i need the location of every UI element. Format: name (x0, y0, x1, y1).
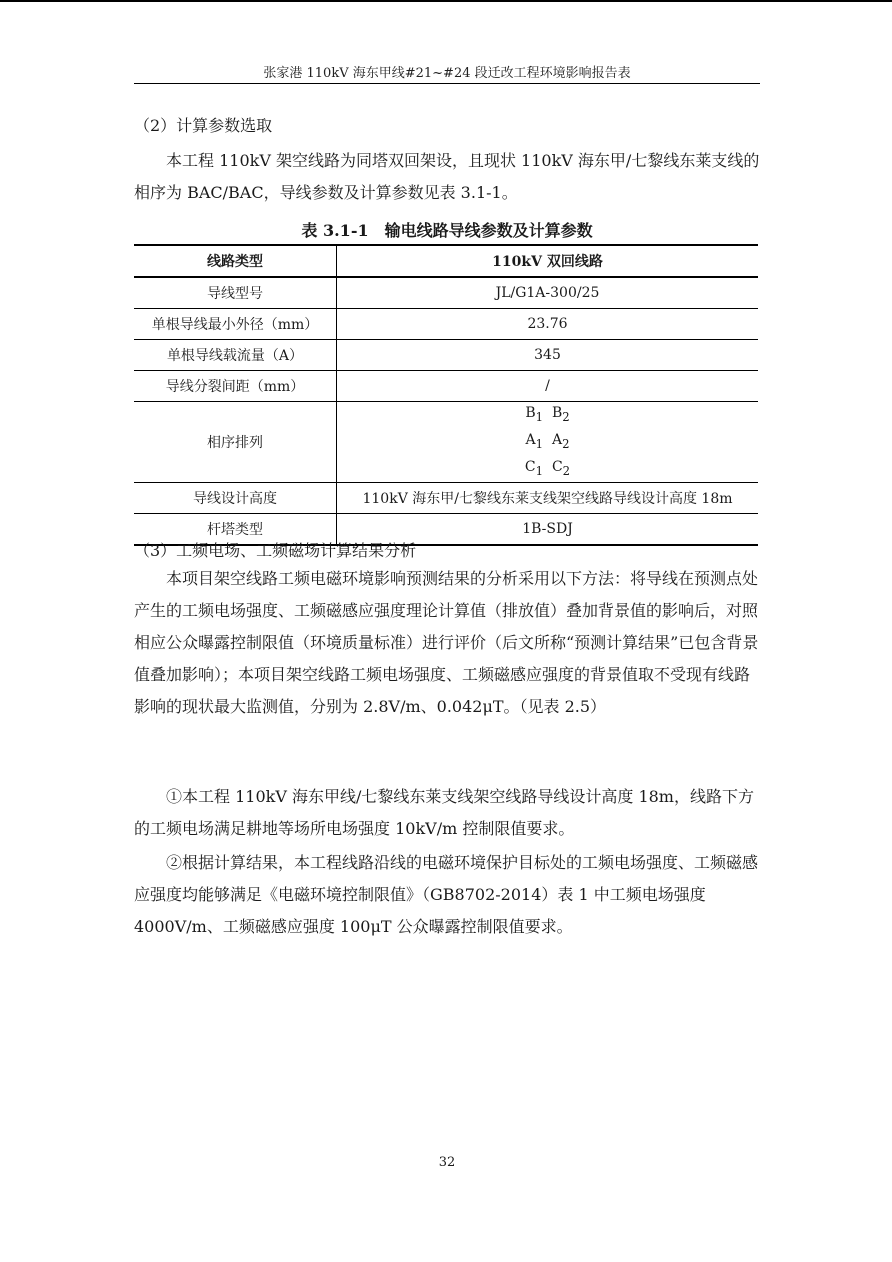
table-row-phase (134, 402, 758, 483)
header-rule (134, 83, 760, 84)
phase-line: $B_1$ $B_2$ (525, 405, 570, 424)
table-row (134, 371, 758, 402)
table-row (134, 309, 758, 340)
row-value: 345 (337, 340, 759, 371)
row-value: / (337, 371, 759, 402)
row-label: 杆塔类型 (134, 514, 337, 546)
table-row (134, 340, 758, 371)
table-caption: 表 3.1-1 输电线路导线参数及计算参数 (301, 221, 593, 240)
section-3-title: （3）工频电场、工频磁场计算结果分析 (134, 541, 417, 560)
parameter-table (134, 244, 758, 546)
row-label: 导线型号 (134, 277, 337, 309)
row-label: 单根导线载流量（A） (134, 340, 337, 371)
row-label: 单根导线最小外径（mm） (134, 309, 337, 340)
section-2-title: （2）计算参数选取 (134, 116, 273, 135)
table-header-col2: 110kV 双回线路 (337, 245, 759, 277)
table-row (134, 483, 758, 514)
row-label: 导线设计高度 (134, 483, 337, 514)
paragraph-3: ①本工程 110kV 海东甲线/七黎线东莱支线架空线路导线设计高度 18m，线路下方的工频电场满足耕地等场所电场强度 10kV/m 控制限值要求。 (134, 787, 754, 838)
table-header-col1: 线路类型 (134, 245, 337, 277)
table-row (134, 277, 758, 309)
row-value: 110kV 海东甲/七黎线东莱支线架空线路导线设计高度 18m (337, 483, 759, 514)
row-value: 23.76 (337, 309, 759, 340)
phase-label: 相序排列 (134, 402, 337, 483)
phase-value (337, 402, 759, 483)
row-value: JL/G1A-300/25 (337, 277, 759, 309)
page-number: 32 (438, 1155, 456, 1170)
row-label: 导线分裂间距（mm） (134, 371, 337, 402)
paragraph-2: 本项目架空线路工频电磁环境影响预测结果的分析采用以下方法：将导线在预测点处产生的工频电场强度、工频磁感应强度理论计算值（排放值）叠加背景值的影响后，对照相应公众曝露控制限值（环境质量标准）进行评价（后文所称“预测计算结果”已包含背景值叠加影响）；本项目架空线路工频电场强度、工频磁感应强度的背景值取不受现有线路影响的现状最大监测值，分别为 2.8V/m、0.042μT。（见表 2.5） (134, 569, 759, 716)
top-border (0, 0, 892, 2)
phase-line: $C_1$ $C_2$ (524, 458, 571, 478)
paragraph-1: 本工程 110kV 架空线路为同塔双回架设，且现状 110kV 海东甲/七黎线东莱支线的相序为 BAC/BAC，导线参数及计算参数见表 3.1-1。 (134, 151, 760, 202)
page-header: 张家港 110kV 海东甲线#21~#24 段迁改工程环境影响报告表 (263, 66, 631, 81)
paragraph-4: ②根据计算结果，本工程线路沿线的电磁环境保护目标处的工频电场强度、工频磁感应强度均能够满足《电磁环境控制限值》（GB8702-2014）表 1 中工频电场强度 4000V/m、工频磁感应强度 100μT 公众曝露控制限值要求。 (134, 853, 759, 936)
row-value: 1B-SDJ (337, 514, 759, 546)
phase-line: $A_1$ $A_2$ (525, 431, 570, 451)
